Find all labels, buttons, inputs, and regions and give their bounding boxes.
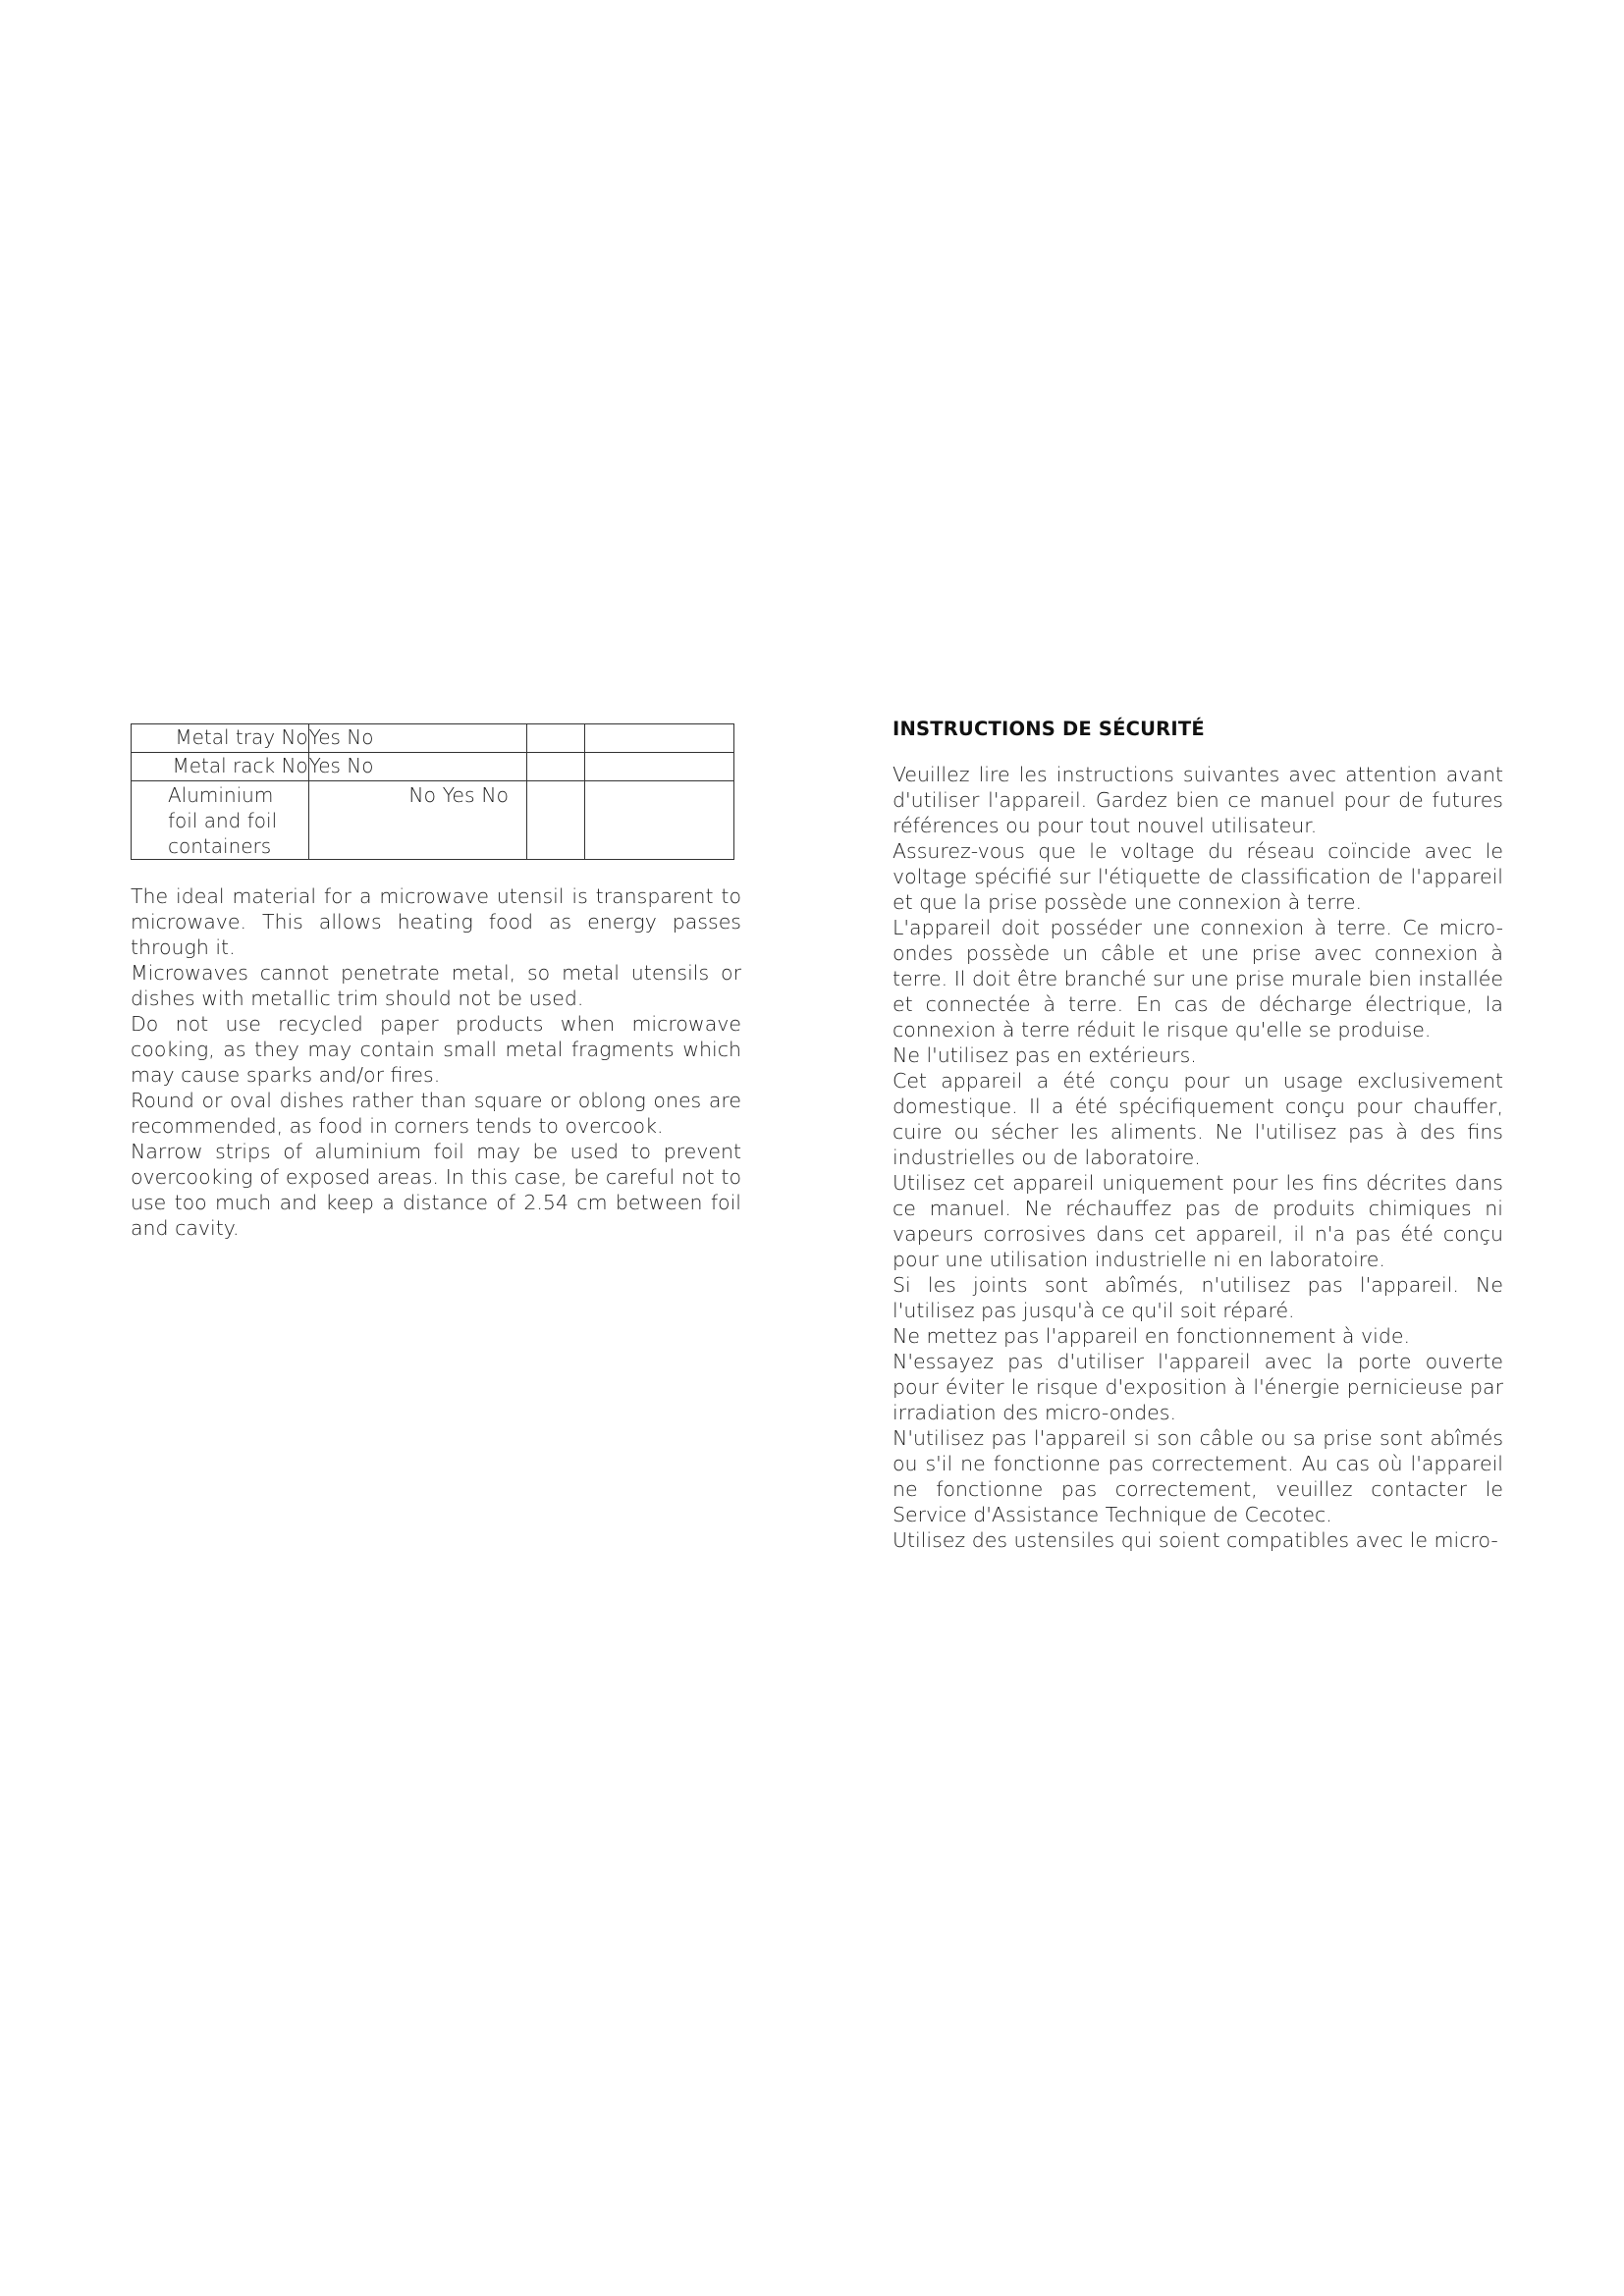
- table-cell-values: Yes No: [308, 753, 526, 781]
- table-row: [132, 753, 734, 781]
- table-cell-empty: [585, 781, 734, 860]
- table-cell-empty: [527, 753, 585, 781]
- right-column: [893, 717, 1503, 1553]
- paragraph: Narrow strips of aluminium foil may be used to prevent overcooking of exposed areas. In this case, be careful not to use too much and keep a distance of 2.54 cm between foil and cavity.: [131, 1140, 741, 1240]
- table-cell-material: Metal tray No: [132, 724, 309, 753]
- material-label: Aluminium foil and foil containers: [168, 783, 278, 858]
- left-column: [131, 723, 744, 1241]
- table-cell-material: Metal rack No: [132, 753, 309, 781]
- safety-instructions: [893, 762, 1503, 1553]
- paragraph: Ne mettez pas l'appareil en fonctionnement à vide.: [893, 1324, 1410, 1348]
- table-cell-values: No Yes No: [308, 781, 526, 860]
- table-cell-empty: [527, 781, 585, 860]
- paragraph: Utilisez cet appareil uniquement pour les fins décrites dans ce manuel. Ne réchauffez pas de produits chimiques ni vapeurs corrosives dans cet appareil, il n'a pas été conçu pour une utilisation industrielle ni en laboratoire.: [893, 1171, 1503, 1271]
- paragraph: Assurez-vous que le voltage du réseau coïncide avec le voltage spécifié sur l'étiquette de classification de l'appareil et que la prise possède une connexion à terre.: [893, 839, 1503, 914]
- paragraph: Microwaves cannot penetrate metal, so metal utensils or dishes with metallic trim should not be used.: [131, 961, 741, 1010]
- microwave-utensil-guidance: [131, 883, 741, 1241]
- paragraph: L'appareil doit posséder une connexion à terre. Ce micro-ondes possède un câble et une prise avec connexion à terre. Il doit être branché sur une prise murale bien installée et connectée à terre. En cas de décharge électrique, la connexion à terre réduit le risque qu'elle se produise.: [893, 916, 1503, 1041]
- paragraph: N'utilisez pas l'appareil si son câble ou sa prise sont abîmés ou s'il ne fonctionne pas correctement. Au cas où l'appareil ne fonctionne pas correctement, veuillez contacter le Service d'Assistance Technique de Cecotec.: [893, 1426, 1503, 1526]
- table-cell-values: Yes No: [308, 724, 526, 753]
- table-cell-material: [132, 781, 309, 860]
- utensil-compatibility-table: [131, 723, 734, 860]
- paragraph: Cet appareil a été conçu pour un usage exclusivement domestique. Il a été spécifiquement conçu pour chauffer, cuire ou sécher les aliments. Ne l'utilisez pas à des fins industrielles ou de laboratoire.: [893, 1069, 1503, 1169]
- paragraph: Veuillez lire les instructions suivantes avec attention avant d'utiliser l'appareil. Gardez bien ce manuel pour de futures références ou pour tout nouvel utilisateur.: [893, 763, 1503, 837]
- table-row: [132, 724, 734, 753]
- paragraph: Do not use recycled paper products when microwave cooking, as they may contain small metal fragments which may cause sparks and/or fires.: [131, 1012, 741, 1087]
- paragraph: The ideal material for a microwave utensil is transparent to microwave. This allows heating food as energy passes through it.: [131, 884, 741, 959]
- paragraph: N'essayez pas d'utiliser l'appareil avec la porte ouverte pour éviter le risque d'exposition à l'énergie pernicieuse par irradiation des micro-ondes.: [893, 1350, 1503, 1424]
- table-cell-empty: [527, 724, 585, 753]
- section-title: INSTRUCTIONS DE SÉCURITÉ: [893, 718, 1205, 740]
- paragraph: Si les joints sont abîmés, n'utilisez pas l'appareil. Ne l'utilisez pas jusqu'à ce qu'il soit réparé.: [893, 1273, 1503, 1322]
- paragraph: Round or oval dishes rather than square or oblong ones are recommended, as food in corners tends to overcook.: [131, 1089, 741, 1138]
- table-row: [132, 781, 734, 860]
- paragraph: Utilisez des ustensiles qui soient compatibles avec le micro-: [893, 1528, 1498, 1552]
- table-cell-empty: [585, 724, 734, 753]
- table-cell-empty: [585, 753, 734, 781]
- paragraph: Ne l'utilisez pas en extérieurs.: [893, 1043, 1197, 1067]
